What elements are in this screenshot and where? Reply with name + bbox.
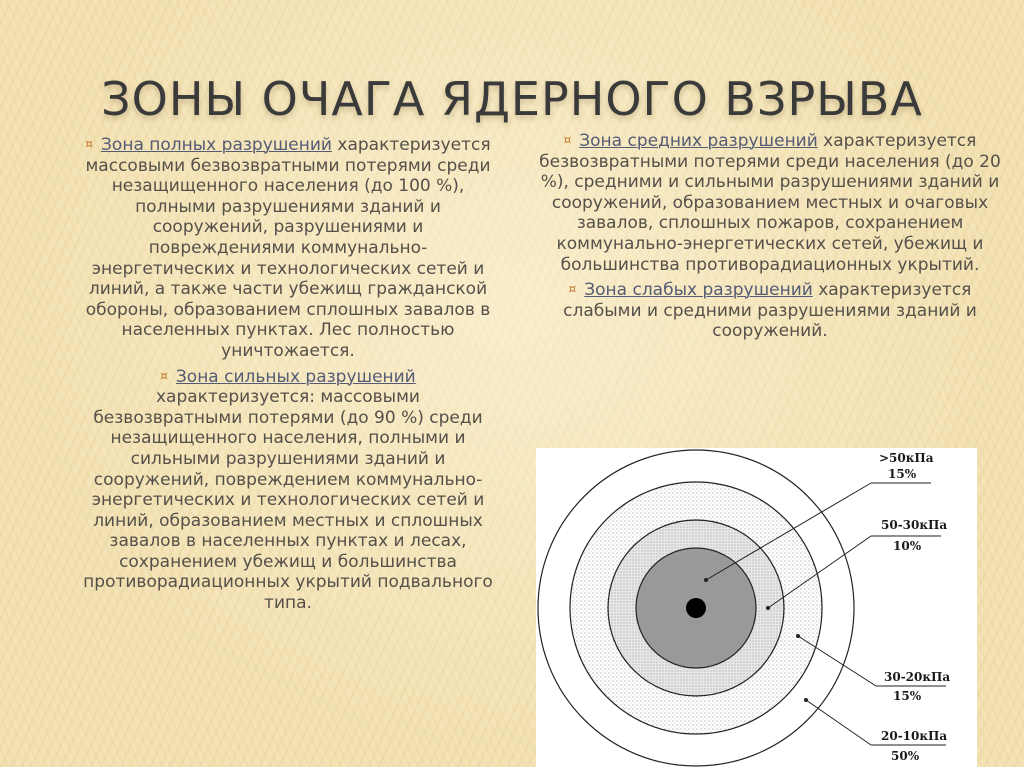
zone-strong-paragraph [82,366,494,614]
leader-dot-1 [704,578,708,582]
zone-3-share-label: 15% [893,689,922,703]
zone-strong-term: Зона сильных разрушений [175,366,416,387]
leader-line-4 [806,700,871,745]
zone-4-share-label: 50% [891,749,920,763]
zone-full-paragraph [82,134,494,362]
zone-1-share-label: 15% [888,467,917,481]
zone-weak-description: характеризуется слабыми и средними разрушениями зданий и сооружений. [563,280,977,342]
zone-medium-term: Зона средних разрушений [579,131,818,151]
bullet-icon: ¤ [563,133,572,147]
left-text-column [82,134,494,618]
zone-weak-paragraph [535,279,1005,342]
slide-title: ЗОНЫ ОЧАГА ЯДЕРНОГО ВЗРЫВА [101,72,923,126]
bullet-icon: ¤ [568,282,577,297]
zone-medium-paragraph [535,130,1005,275]
zone-weak-term: Зона слабых разрушений [584,280,813,301]
bullet-icon: ¤ [85,137,94,151]
bullet-icon: ¤ [160,368,168,383]
leader-dot-3 [796,634,800,638]
zone-2-pressure-label: 50-30кПа [881,518,948,532]
blast-zones-diagram [536,448,977,767]
epicenter-dot [686,598,706,618]
zone-full-description: характеризуется массовыми безвозвратными потерями среди незащищенного населения (до 100 %), полными разрушениями зданий и сооружений, разрушениями и повреждениями коммунально-энергетических и технологических сетей и линий, а также части убежищ гражданской обороны, образованием сплошных завалов в населенных пунктах. Лес полностью уничтожается. [85,135,491,361]
zone-4-pressure-label: 20-10кПа [881,729,948,743]
blast-zones-svg [536,448,977,767]
zone-1-pressure-label: >50кПа [879,451,934,465]
right-text-column [535,130,1005,346]
zone-strong-description: характеризуется: массовыми безвозвратными потерями (до 90 %) среди незащищенного населения, полными и сильными разрушениями зданий и сооружений, повреждением коммунально-энергетических и технологических сетей и линий, образованием местных и сплошных завалов в населенных пунктах и лесах, сохранением убежищ и большинства противорадиационных укрытий подвального типа. [83,387,493,614]
leader-dot-4 [804,698,808,702]
zone-3-pressure-label: 30-20кПа [884,670,951,684]
zone-full-term: Зона полных разрушений [101,135,332,155]
zone-medium-description: характеризуется безвозвратными потерями среди населения (до 20 %), средними и сильными разрушениями зданий и сооружений, образованием местных и очаговых завалов, сплошных пожаров, сохранением коммунально-энергетических сетей, убежищ и большинства противорадиационных укрытий. [539,131,1001,275]
zone-2-share-label: 10% [893,539,922,553]
leader-dot-2 [766,606,770,610]
